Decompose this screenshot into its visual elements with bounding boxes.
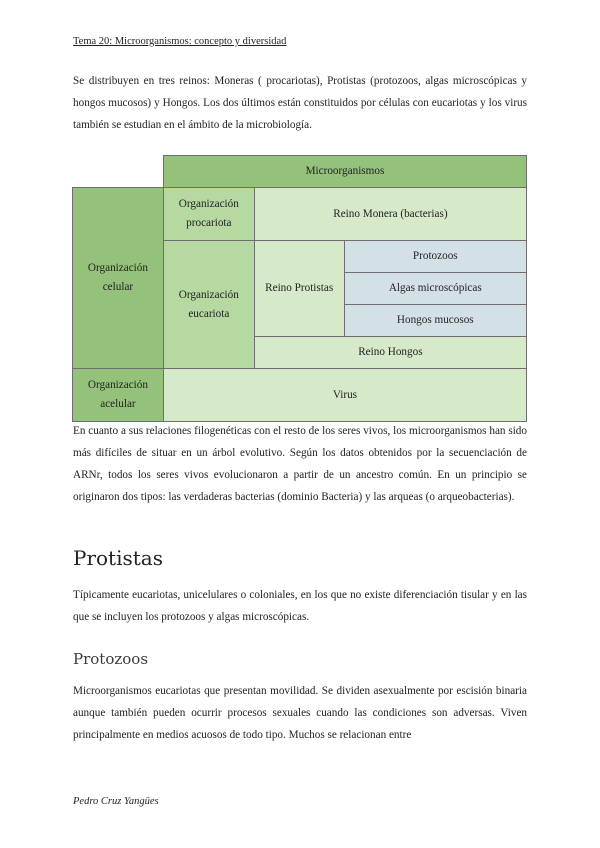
table-empty-corner [73, 156, 164, 188]
section-paragraph: Típicamente eucariotas, unicelulares o coloniales, en los que no existe diferenciación tisular y en las que se incluyen los protozoos y algas microscópicas. [73, 589, 527, 623]
cell-organizacion-celular: Organización celular [73, 188, 164, 369]
intro-paragraph: Se distribuyen en tres reinos: Moneras ( procariotas), Protistas (protozoos, algas microscópicas y hongos mucosos) y Hongos. Los dos últimos están constituidos por células con eucariotas y los virus también se estudian en el ámbito de la microbiología. [73, 75, 527, 131]
cell-reino-protistas: Reino Protistas [254, 241, 344, 337]
table-header-microorganismos: Microorganismos [163, 156, 526, 188]
microorganisms-table [72, 155, 527, 422]
cell-organizacion-eucariota: Organización eucariota [163, 241, 254, 369]
running-header: Tema 20: Microorganismos: concepto y diversidad [73, 36, 287, 47]
section-title: Protistas [73, 546, 163, 570]
cell-organizacion-acelular: Organización acelular [73, 369, 164, 422]
cell-virus: Virus [163, 369, 526, 422]
cell-algas-microscopicas: Algas microscópicas [344, 273, 526, 305]
cell-hongos-mucosos: Hongos mucosos [344, 305, 526, 337]
subsection-title: Protozoos [73, 650, 149, 668]
cell-reino-hongos: Reino Hongos [254, 337, 526, 369]
cell-organizacion-procariota: Organización procariota [163, 188, 254, 241]
footer-author: Pedro Cruz Yangües [73, 796, 159, 807]
cell-reino-monera: Reino Monera (bacterias) [254, 188, 526, 241]
cell-protozoos: Protozoos [344, 241, 526, 273]
subsection-paragraph: Microorganismos eucariotas que presentan movilidad. Se dividen asexualmente por escisión binaria aunque también pueden ocurrir procesos sexuales cuando las condiciones son adversas. Viven principalmente en medios acuosos de todo tipo. Muchos se relacionan entre [73, 685, 527, 741]
phylogeny-paragraph: En cuanto a sus relaciones filogenéticas con el resto de los seres vivos, los microorganismos han sido más difíciles de situar en un árbol evolutivo. Según los datos obtenidos por la secuenciación de ARNr, todos los seres vivos evolucionaron a partir de un ancestro común. En un principio se originaron dos tipos: las verdaderas bacterias (dominio Bacteria) y las arqueas (o arqueobacterias). [73, 425, 527, 503]
